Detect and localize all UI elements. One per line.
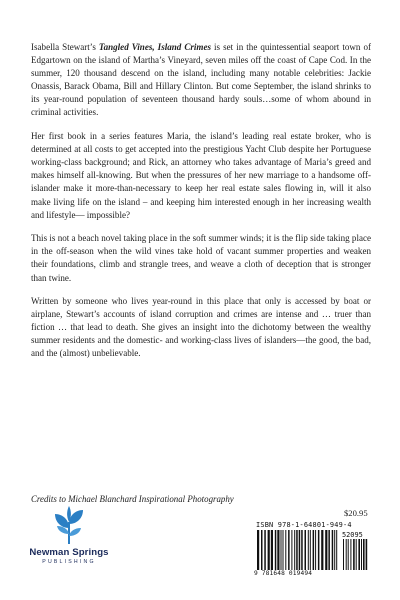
isbn-label: ISBN 978-1-64801-949-4 bbox=[256, 521, 352, 529]
blurb-paragraph-3: This is not a beach novel taking place in the soft summer winds; it is the flip side taking place in the off-season when the wild vines take hold of vacant summer properties and weaken their foundations, climb and strangle trees, and weave a cloth of deception that is stronger than twine. bbox=[31, 233, 371, 283]
book-title: Tangled Vines, Island Crimes bbox=[98, 42, 211, 52]
blurb-paragraph-2: Her first book in a series features Maria, the island’s leading real estate broker, who is determined at all costs to get accepted into the prestigious Yacht Club despite her Portuguese working-class background; and Rick, an attorney who takes advantage of Maria’s greed and makes himself all-knowing. But when the pressures of her new marriage to a handsome off-islander make it more-than-necessary to keep her real estate sales flowing in, will it also make living life on the island – and keeping him interested enough in her increasing wealth and lifestyle— impossible? bbox=[31, 131, 371, 220]
publisher-name: Newman Springs bbox=[29, 547, 109, 558]
blurb-paragraph-4: Written by someone who lives year-round in this place that only is accessed by boat or airplane, Stewart’s accounts of island corruption and crimes are intense and … truer than fiction … that lead to death. She gives an insight into the dichotomy between the wealthy summer residents and the domestic- and working-class lives of islanders—the good, the bad, and the (almost) unbelievable. bbox=[31, 296, 371, 359]
ean-digits: 9 781648 019494 bbox=[254, 570, 313, 577]
photo-credits: Credits to Michael Blanchard Inspirational Photography bbox=[31, 494, 234, 504]
blurb-p1-lead: Isabella Stewart’s bbox=[31, 42, 99, 52]
sprouting-plant-logo bbox=[49, 504, 89, 546]
publisher-block bbox=[28, 504, 110, 565]
blurb-text bbox=[31, 41, 371, 371]
ean-barcode bbox=[256, 530, 340, 570]
price-code: 52095 bbox=[342, 531, 363, 539]
addon-barcode bbox=[342, 539, 370, 570]
blurb-paragraph-1 bbox=[31, 41, 371, 120]
barcode bbox=[254, 521, 372, 579]
publisher-sub: PUBLISHING bbox=[42, 559, 96, 565]
blurb-p1-rest: is set in the quintessential seaport town of Edgartown on the island of Martha’s Vineyard, seven miles off the coast of Cape Cod. In the summer, 120 thousand descend on the island, including many notable celebrities: Jackie Onassis, Barack Obama, Bill and Hillary Clinton. But come September, the island shrinks to its year-round population of seventeen thousand hardy souls…some of whom abound in criminal activities. bbox=[31, 42, 372, 118]
price-label: $20.95 bbox=[344, 508, 368, 518]
